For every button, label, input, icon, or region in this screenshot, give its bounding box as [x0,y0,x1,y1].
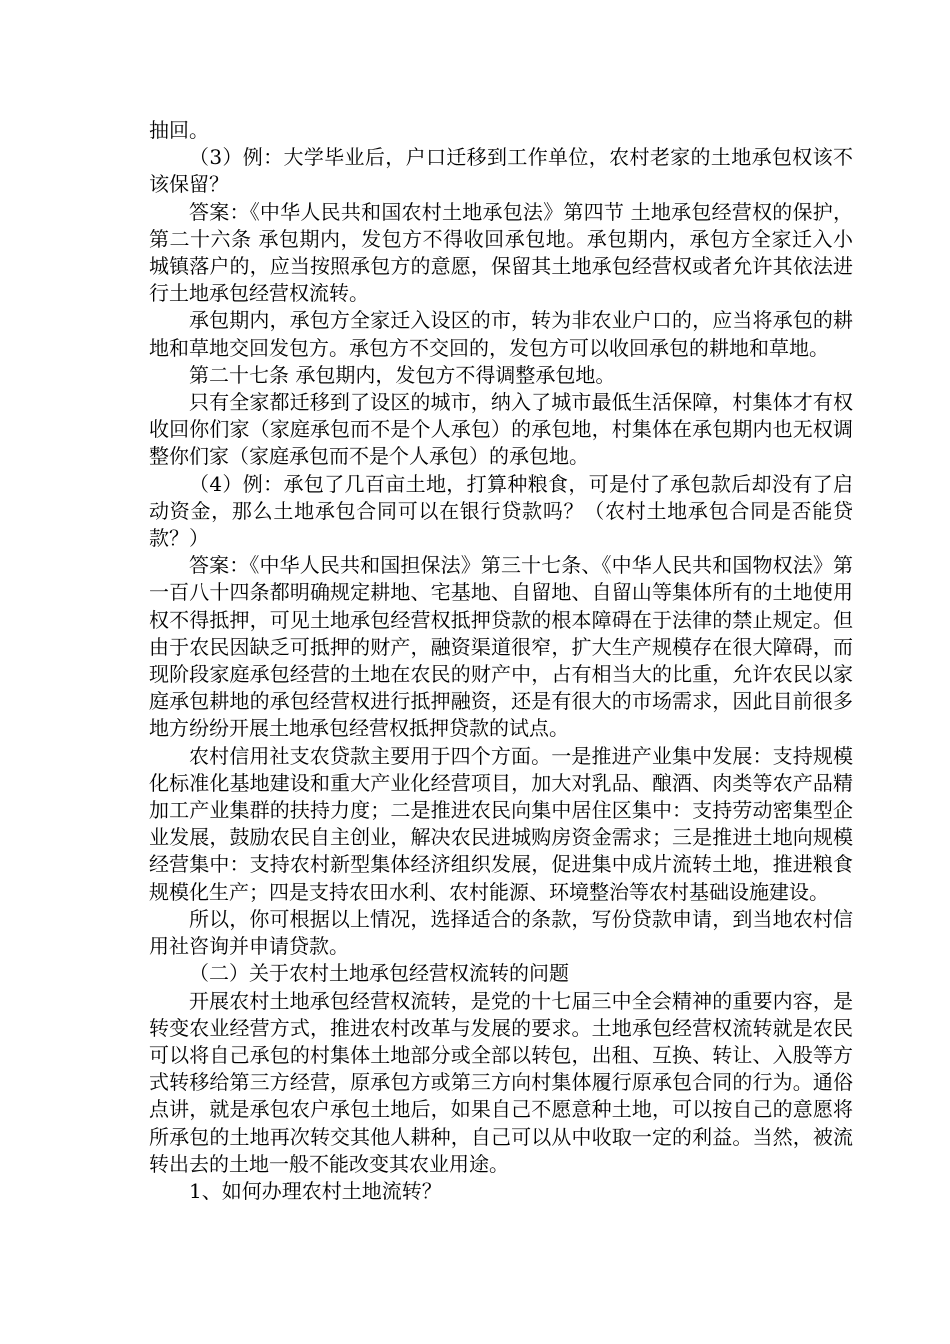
paragraph-answer-3: 答案：《中华人民共和国农村土地承包法》第四节 土地承包经营权的保护，第二十六条 承包期内，发包方不得收回承包地。承包期内，承包方全家迁入小城镇落户的，应当按照承包方的意愿，保留其土地承包经营权或者允许其依法进行土地承包经营权流转。 [149,199,853,306]
subsection-heading-1: 1、如何办理农村土地流转？ [189,1178,442,1203]
paragraph-continuation: 抽回。 [149,118,209,142]
paragraph-article-27: 第二十七条 承包期内，发包方不得调整承包地。 [189,362,616,387]
paragraph-explanation-3: 只有全家都迁移到了设区的城市，纳入了城市最低生活保障，村集体才有权收回你们家（家庭承包而不是个人承包）的承包地，村集体在承包期内也无权调整你们家（家庭承包而不是个人承包）的承包地。 [149,390,853,469]
paragraph-answer-4: 答案：《中华人民共和国担保法》第三十七条、《中华人民共和国物权法》第一百八十四条都明确规定耕地、宅基地、自留地、自留山等集体所有的土地使用权不得抵押，可见土地承包经营权抵押贷款的根本障碍在于法律的禁止规定。但由于农民因缺乏可抵押的财产，融资渠道很窄，扩大生产规模存在很大障碍，而现阶段家庭承包经营的土地在农民的财产中，占有相当大的比重，允许农民以家庭承包耕地的承包经营权进行抵押融资，还是有很大的市场需求，因此目前很多地方纷纷开展土地承包经营权抵押贷款的试点。 [149,553,853,741]
paragraph-land-transfer-intro: 开展农村土地承包经营权流转，是党的十七届三中全会精神的重要内容，是转变农业经营方式，推进农村改革与发展的要求。土地承包经营权流转就是农民可以将自己承包的村集体土地部分或全部以转包，出租、互换、转让、入股等方式转移给第三方经营，原承包方或第三方向村集体履行原承包合同的行为。通俗点讲，就是承包农户承包土地后，如果自己不愿意种土地，可以按自己的意愿将所承包的土地再次转交其他人耕种，自己可以从中收取一定的利益。当然，被流转出去的土地一般不能改变其农业用途。 [149,988,853,1176]
paragraph-example-3: （3）例：大学毕业后，户口迁移到工作单位，农村老家的土地承包权该不该保留？ [149,145,853,197]
paragraph-example-4: （4）例：承包了几百亩土地，打算种粮食，可是付了承包款后却没有了启动资金，那么土地承包合同可以在银行贷款吗？（农村土地承包合同是否能贷款？） [149,471,853,551]
paragraph-conclusion-4: 所以，你可根据以上情况，选择适合的条款，写份贷款申请，到当地农村信用社咨询并申请贷款。 [149,906,853,959]
section-heading-2: （二）关于农村土地承包经营权流转的问题 [189,961,569,986]
paragraph-answer-3-cont: 承包期内，承包方全家迁入设区的市，转为非农业户口的，应当将承包的耕地和草地交回发包方。承包方不交回的，发包方可以收回承包的耕地和草地。 [149,308,853,360]
document-body [149,117,853,1205]
paragraph-credit-union-loans: 农村信用社支农贷款主要用于四个方面。一是推进产业集中发展：支持规模化标准化基地建设和重大产业化经营项目，加大对乳品、酿酒、肉类等农产品精加工产业集群的扶持力度；二是推进农民向集中居住区集中：支持劳动密集型企业发展，鼓励农民自主创业，解决农民进城购房资金需求；三是推进土地向规模经营集中：支持农村新型集体经济组织发展，促进集中成片流转土地，推进粮食规模化生产；四是支持农田水利、农村能源、环境整治等农村基础设施建设。 [149,743,853,904]
